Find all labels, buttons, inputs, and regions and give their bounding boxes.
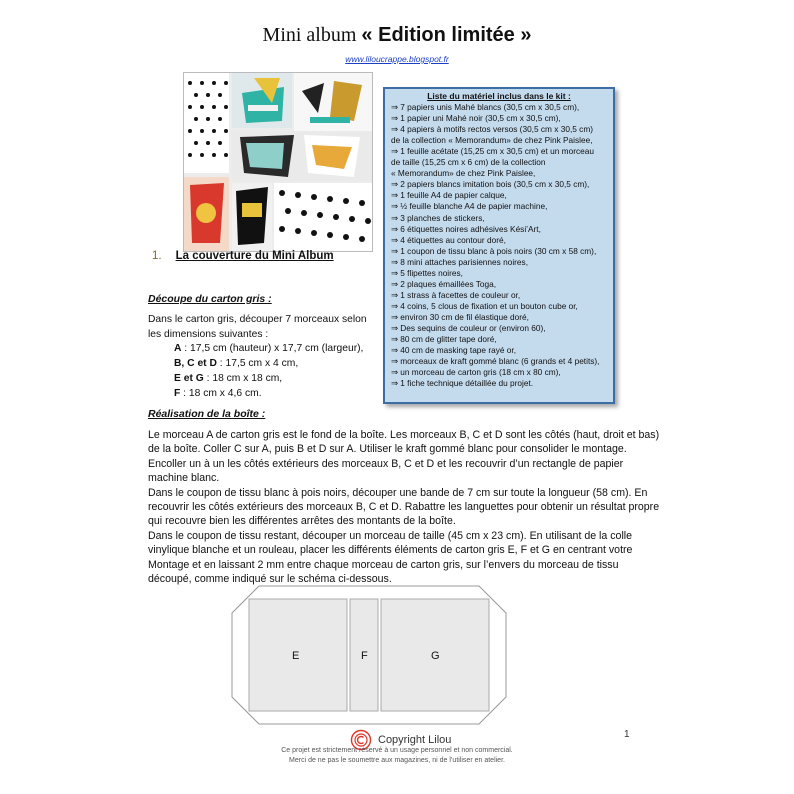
realisation-text	[148, 428, 663, 586]
decoupe-rows	[148, 342, 378, 401]
copyright-text: Copyright Lilou	[378, 734, 452, 746]
decoupe-title: Découpe du carton gris :	[148, 293, 272, 305]
kit-item: ⇒ 1 coupon de tissu blanc à pois noirs (30 cm x 58 cm),	[391, 245, 597, 256]
kit-item: ⇒ 40 cm de masking tape rayé or,	[391, 345, 517, 356]
kit-item: ⇒ 4 coins, 5 clous de fixation et un bouton cube or,	[391, 300, 578, 311]
kit-item: ⇒ 5 flipettes noires,	[391, 267, 463, 278]
realisation-title: Réalisation de la boîte :	[148, 408, 266, 420]
kit-item: ⇒ ½ feuille blanche A4 de papier machine,	[391, 201, 548, 212]
decoupe-row-text: : 17,5 cm (hauteur) x 17,7 cm (largeur),	[181, 343, 364, 355]
decoupe-text	[148, 313, 378, 401]
decoupe-row-key: B, C et D	[174, 358, 217, 370]
kit-item: de taille (15,25 cm x 6 cm) de la collection	[391, 157, 546, 168]
section-number: 1.	[152, 250, 162, 262]
kit-item: ⇒ 1 strass à facettes de couleur or,	[391, 289, 521, 300]
kit-item: ⇒ morceaux de kraft gommé blanc (6 grands et 4 petits),	[391, 356, 600, 367]
page-title	[0, 24, 794, 47]
section-heading	[152, 250, 334, 262]
kit-item: ⇒ 4 papiers à motifs rectos versos (30,5 cm x 30,5 cm)	[391, 124, 593, 135]
section-title: La couverture du Mini Album	[175, 250, 334, 262]
decoupe-row-key: F	[174, 387, 181, 399]
decoupe-row-text: : 18 cm x 18 cm,	[203, 372, 283, 384]
kit-item: ⇒ 3 planches de stickers,	[391, 212, 485, 223]
footer-line-1: Ce projet est strictement réservé à un usage personnel et non commercial.	[281, 747, 513, 754]
label-g: G	[431, 650, 440, 662]
assembly-diagram	[231, 585, 507, 730]
kit-item: ⇒ 2 papiers blancs imitation bois (30,5 cm x 30,5 cm),	[391, 179, 590, 190]
album-photo-collage	[184, 73, 372, 251]
blog-link[interactable]: www.liloucrappe.blogspot.fr	[345, 54, 449, 64]
kit-materials-box	[383, 87, 615, 404]
decoupe-row	[148, 357, 378, 372]
assembly-diagram-svg	[231, 585, 507, 725]
title-prefix: Mini album	[262, 24, 362, 46]
kit-item: ⇒ 1 fiche technique détaillée du projet.	[391, 378, 534, 389]
decoupe-row-text: : 18 cm x 4,6 cm.	[180, 387, 262, 399]
kit-item: ⇒ 1 papier uni Mahé noir (30,5 cm x 30,5 cm),	[391, 113, 561, 124]
footer-line-2: Merci de ne pas le soumettre aux magazines, ni de l’utiliser en atelier.	[289, 757, 505, 764]
label-e: E	[292, 650, 300, 662]
decoupe-row	[148, 372, 378, 387]
realisation-paragraph: Dans le coupon de tissu restant, découper un morceau de taille (45 cm x 23 cm). En utilisant de la colle vinylique blanche et un rouleau, placer les différents éléments de carton gris E, F et G en centrant votre Montage et en laissant 2 mm entre chaque morceau de carton gris, sur l’envers du morceau de tissu découpé, comme indiqué sur le schéma ci-dessous.	[148, 529, 633, 586]
kit-item: « Memorandum» de chez Pink Paislee,	[391, 168, 536, 179]
kit-item: de la collection « Memorandum» de chez Pink Paislee,	[391, 135, 593, 146]
kit-item: ⇒ 4 étiquettes au contour doré,	[391, 234, 506, 245]
kit-item: ⇒ 7 papiers unis Mahé blancs (30,5 cm x 30,5 cm),	[391, 102, 580, 113]
decoupe-intro: Dans le carton gris, découper 7 morceaux selon les dimensions suivantes :	[148, 314, 367, 340]
decoupe-row-text: : 17,5 cm x 4 cm,	[216, 358, 299, 370]
kit-item: ⇒ 2 plaques émaillées Toga,	[391, 278, 497, 289]
kit-item: ⇒ 8 mini attaches parisiennes noires,	[391, 256, 529, 267]
kit-item: ⇒ 1 feuille A4 de papier calque,	[391, 190, 507, 201]
decoupe-row	[148, 387, 378, 402]
kit-title: Liste du matériel inclus dans le kit :	[427, 91, 571, 101]
kit-item: ⇒ un morceau de carton gris (18 cm x 80 cm),	[391, 367, 561, 378]
decoupe-row-key: A	[174, 343, 182, 355]
realisation-paragraph: Le morceau A de carton gris est le fond de la boîte. Les morceaux B, C et D sont les côtés (haut, droit et bas) de la boîte. Coller C sur A, puis B et D sur A. Utiliser le kraft gommé blanc pour consolider le montage. Encoller un à un les côtés extérieurs des morceaux B, C et D et les recouvrir d’un rectangle de papier machine blanc.	[148, 429, 660, 485]
album-photo	[183, 72, 373, 252]
title-bold: « Edition limitée »	[361, 24, 532, 46]
kit-item: ⇒ 1 feuille acétate (15,25 cm x 30,5 cm) et un morceau	[391, 146, 594, 157]
kit-item: ⇒ Des sequins de couleur or (environ 60),	[391, 322, 546, 333]
decoupe-row	[148, 342, 378, 357]
label-f: F	[361, 650, 368, 662]
realisation-paragraph: Dans le coupon de tissu blanc à pois noirs, découper une bande de 7 cm sur toute la longueur (58 cm). En recouvrir les côtés extérieurs des morceaux B, C et D. Rabattre les languettes pour obtenir un résultat propre qui recouvre bien les différentes arrêtes des montants de la boîte.	[148, 486, 660, 528]
kit-item: ⇒ 6 étiquettes noires adhésives Kési’Art,	[391, 223, 541, 234]
kit-item: ⇒ 80 cm de glitter tape doré,	[391, 334, 497, 345]
kit-item: ⇒ environ 30 cm de fil élastique doré,	[391, 311, 529, 322]
kit-list	[391, 102, 607, 389]
decoupe-row-key: E et G	[174, 372, 204, 384]
page-number: 1	[624, 729, 630, 740]
